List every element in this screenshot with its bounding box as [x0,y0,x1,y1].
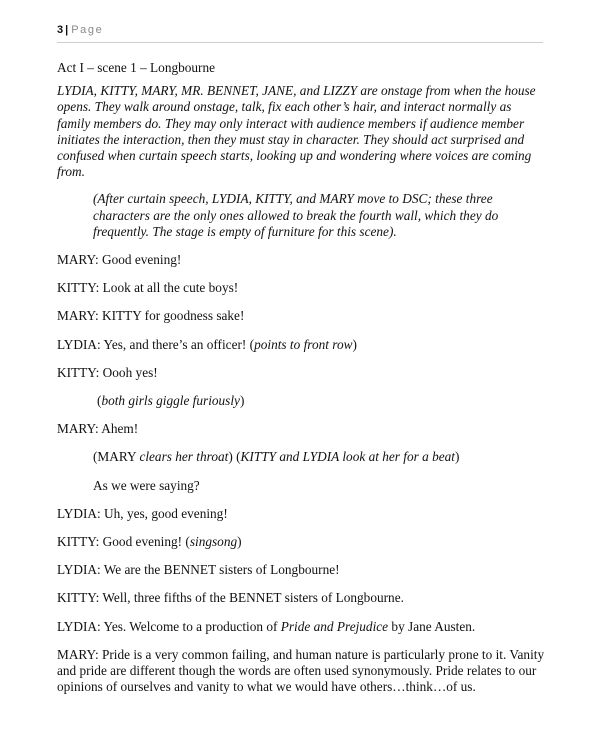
page-number: 3 [57,24,64,36]
dialogue-line: KITTY: Well, three fifths of the BENNET sisters of Longbourne. [57,590,404,606]
dialogue-line: KITTY: Good evening! (singsong) [57,534,242,550]
dialogue-line: LYDIA: Yes, and there’s an officer! (points to front row) [57,336,357,352]
header-separator: | [65,24,69,36]
dialogue-line: KITTY: Oooh yes! [57,364,158,380]
page-header [57,24,543,43]
dialogue-line: MARY: Ahem! [57,421,139,437]
page-label: Page [71,24,104,36]
stage-direction: (After curtain speech, LYDIA, KITTY, and MARY move to DSC; these three characters are the only ones allowed to break the fourth wall, which they do frequently. The stage is empty of furniture for this scene). [93,191,499,239]
dialogue-line: MARY: Pride is a very common failing, and human nature is particularly prone to it. Vanity and pride are different though the words are often used synonymously. Pride relates to our opinions of ourselves and vanity to what we would have others…think…of us. [57,646,545,695]
dialogue-line: As we were saying? [93,477,200,493]
dialogue-line: LYDIA: Yes. Welcome to a production of Pride and Prejudice by Jane Austen. [57,618,476,634]
dialogue-line: MARY: Good evening! [57,252,182,268]
dialogue-line: LYDIA: Uh, yes, good evening! [57,505,228,521]
dialogue-line: LYDIA: We are the BENNET sisters of Longbourne! [57,562,340,578]
stage-direction: (both girls giggle furiously) [97,393,245,409]
dialogue-line: MARY: KITTY for goodness sake! [57,308,245,324]
dialogue-line: KITTY: Look at all the cute boys! [57,280,239,296]
script-body [57,60,547,707]
book-title: Pride and Prejudice [280,618,389,634]
stage-direction-inline: points to front row [254,336,353,352]
scene-title: Act I – scene 1 – Longbourne [57,60,216,75]
scene-description: LYDIA, KITTY, MARY, MR. BENNET, JANE, and LIZZY are onstage from when the house opens. They walk around onstage, talk, fix each other’s hair, and interact normally as family members do. They may only interact with audience members if audience member initiates the interaction, then they must stay in character. They should act surprised and confused when curtain speech starts, looking up and wondering where voices are coming from. [57,83,536,180]
stage-direction: (MARY clears her throat) (KITTY and LYDIA look at her for a beat) [93,449,460,465]
